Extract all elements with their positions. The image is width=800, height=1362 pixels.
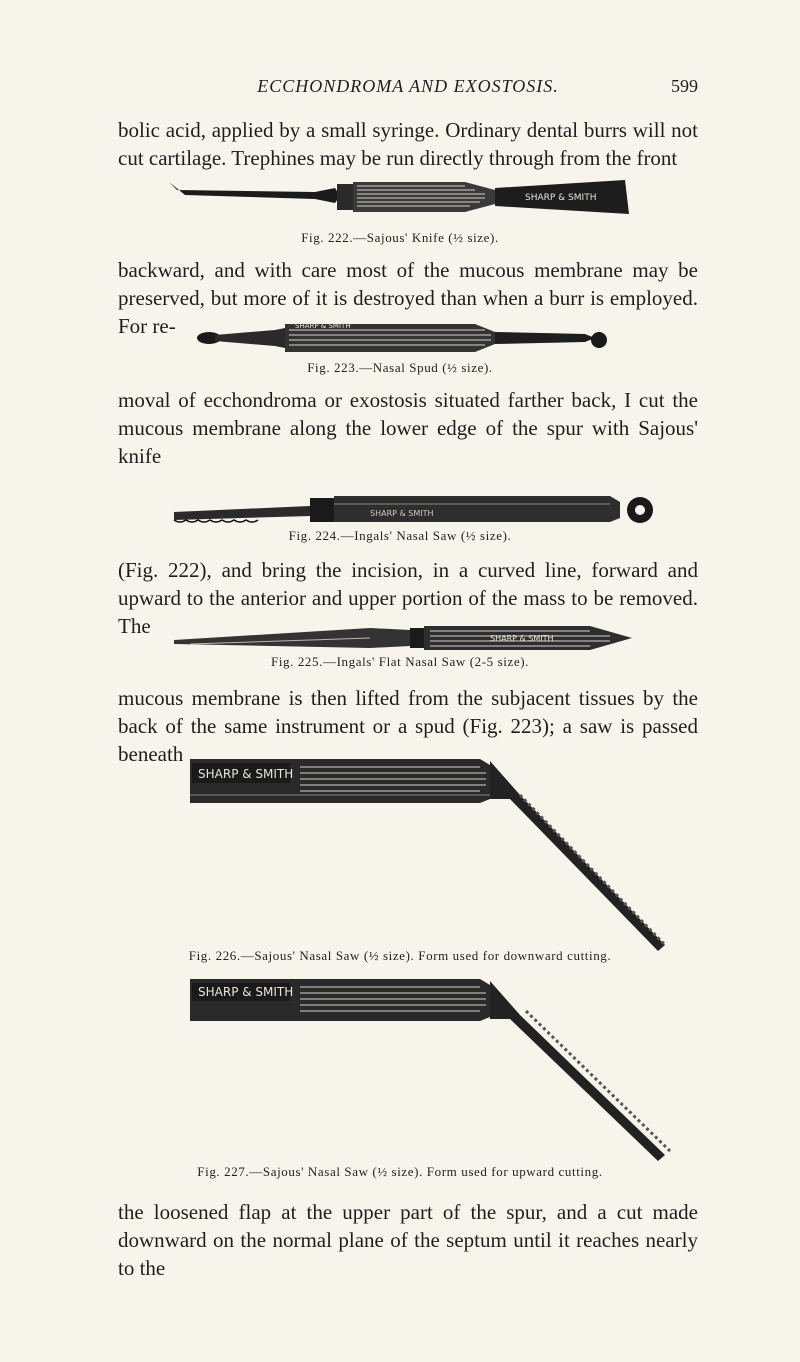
- caption-fig-223: Fig. 223.—Nasal Spud (½ size).: [307, 360, 493, 375]
- page-header: [118, 76, 698, 106]
- spud-icon: [197, 322, 607, 352]
- maker-mark: SHARP & SMITH: [370, 509, 434, 518]
- flat-saw-icon: [174, 626, 632, 650]
- paragraph-6: the loosened flap at the upper part of the spur, and a cut made downward on the normal plane of the septum until it reaches nearly to the: [118, 1200, 698, 1280]
- caption-fig-224: Fig. 224.—Ingals' Nasal Saw (½ size).: [288, 528, 512, 543]
- angled-saw-downward-icon: [190, 759, 665, 951]
- running-title: ECCHONDROMA AND EXOSTOSIS.: [257, 76, 559, 96]
- sajous-knife-figure: [165, 176, 635, 224]
- paragraph-1: bolic acid, applied by a small syringe. Ordinary dental burrs will not cut cartilage. Trephines may be run directly through from the front: [118, 118, 698, 170]
- nasal-spud-figure: [195, 318, 615, 358]
- knife-icon: [169, 180, 629, 214]
- maker-mark: SHARP & SMITH: [490, 634, 554, 643]
- paragraph-3: moval of ecchondroma or exostosis situated farther back, I cut the mucous membrane along the lower edge of the spur with Sajous' knife: [118, 388, 698, 468]
- sajous-nasal-saw-upward-figure: [190, 975, 690, 1165]
- saw-icon: [174, 496, 653, 523]
- ingals-flat-nasal-saw-figure: [170, 622, 640, 652]
- ingals-nasal-saw-figure: [170, 490, 660, 526]
- angled-saw-upward-icon: [190, 979, 670, 1161]
- maker-mark: SHARP & SMITH: [198, 985, 294, 999]
- paragraph-5: mucous membrane is then lifted from the subjacent tissues by the back of the same instrument or a spud (Fig. 223); a saw is passed beneath: [118, 686, 698, 766]
- caption-fig-222: Fig. 222.—Sajous' Knife (½ size).: [301, 230, 499, 245]
- maker-mark: SHARP & SMITH: [198, 767, 294, 781]
- paragraph-2: backward, and with care most of the mucous membrane may be preserved, but more of it is destroyed than when a burr is employed. For re-: [118, 258, 698, 338]
- sajous-nasal-saw-downward-figure: [190, 755, 690, 955]
- page-number: 599: [671, 76, 698, 96]
- maker-mark: SHARP & SMITH: [295, 322, 351, 330]
- paragraph-4: (Fig. 222), and bring the incision, in a curved line, forward and upward to the anterior and upper portion of the mass to be removed. The: [118, 558, 698, 638]
- caption-fig-227: Fig. 227.—Sajous' Nasal Saw (½ size). Form used for upward cutting.: [197, 1164, 603, 1179]
- maker-mark: SHARP & SMITH: [525, 193, 597, 203]
- caption-fig-225: Fig. 225.—Ingals' Flat Nasal Saw (2-5 size).: [270, 654, 529, 669]
- caption-fig-226: Fig. 226.—Sajous' Nasal Saw (½ size). Form used for downward cutting.: [188, 948, 612, 963]
